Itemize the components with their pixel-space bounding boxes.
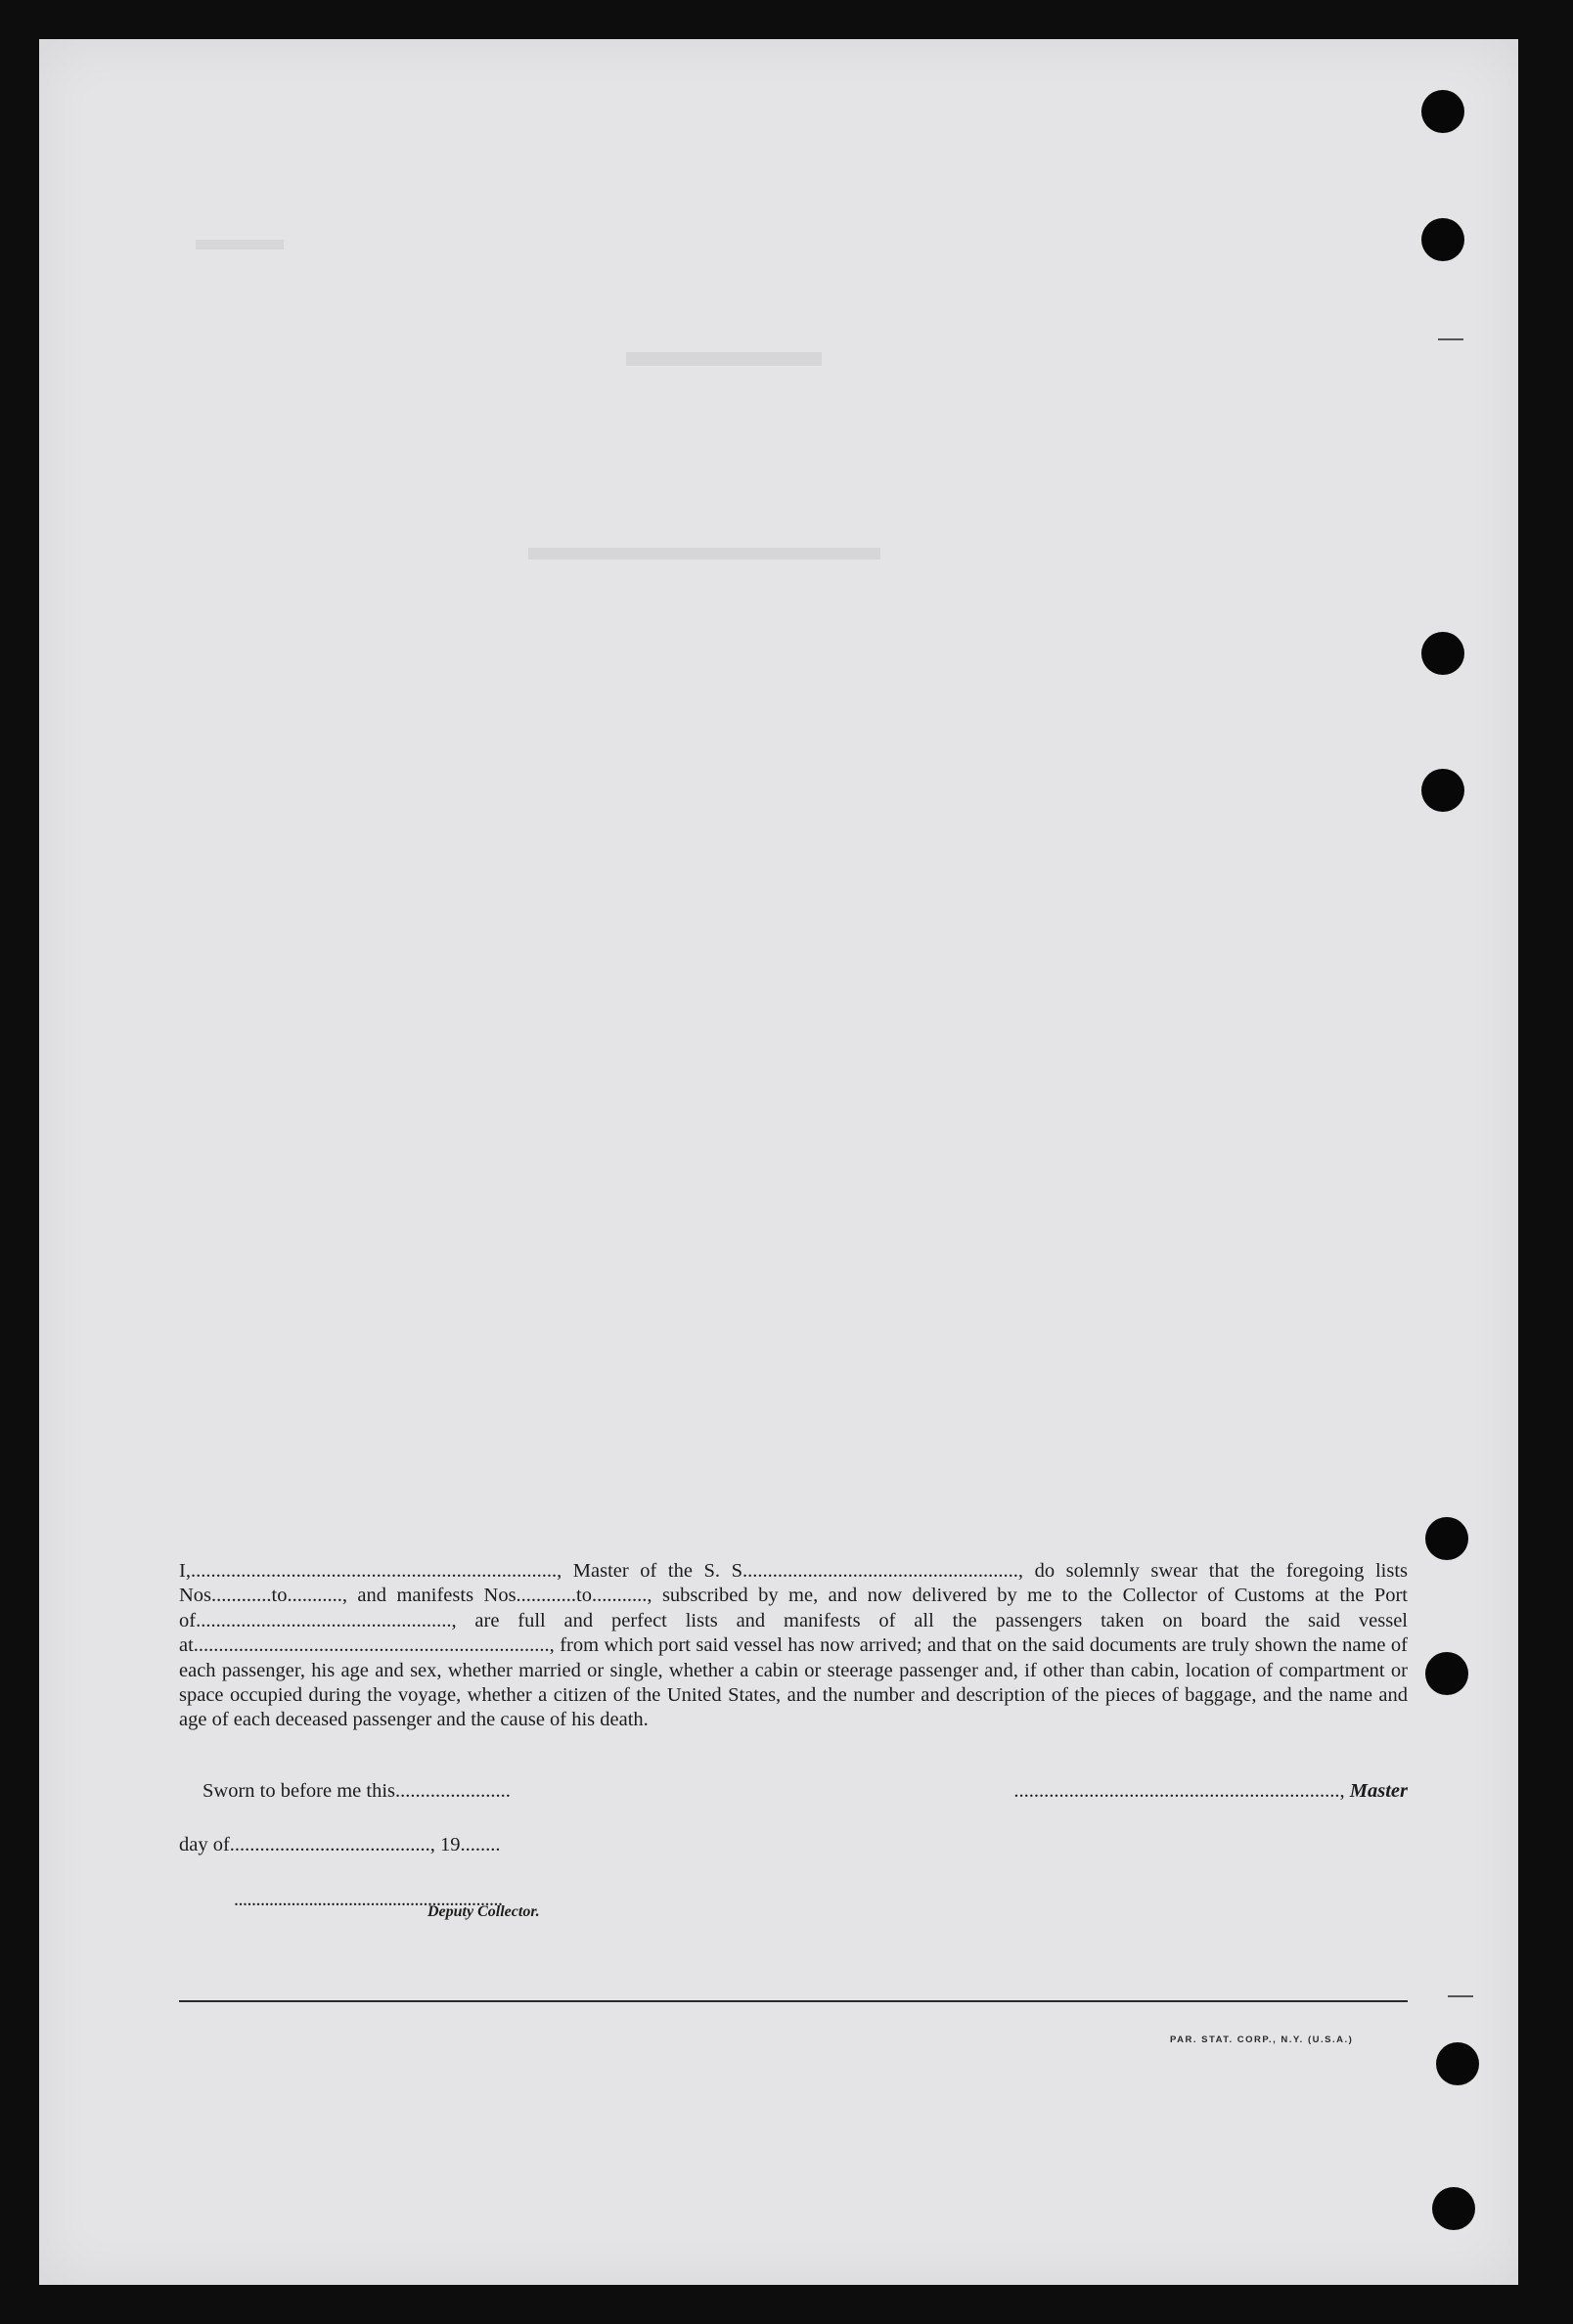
edge-mark [1438, 338, 1463, 340]
faint-mark [528, 548, 880, 559]
deputy-collector-label: Deputy Collector. [427, 1903, 540, 1920]
faint-mark [626, 352, 822, 366]
master-label: Master [1349, 1780, 1408, 1802]
punch-hole [1421, 769, 1464, 812]
punch-hole [1421, 90, 1464, 133]
punch-hole [1425, 1517, 1468, 1560]
day-of-label: day of........................................, 19........ [179, 1834, 501, 1855]
punch-hole [1421, 218, 1464, 261]
edge-mark [1448, 1995, 1473, 1997]
footer-rule [179, 2000, 1408, 2002]
sworn-label: Sworn to before me this....................... [202, 1780, 511, 1802]
printer-imprint: PAR. STAT. CORP., N.Y. (U.S.A.) [1170, 2034, 1354, 2045]
punch-hole [1436, 2042, 1479, 2085]
deputy-signature-line: ............................................................. [234, 1889, 503, 1910]
master-signature [1013, 1780, 1408, 1803]
punch-hole [1432, 2187, 1475, 2230]
oath-paragraph: I,........................................................................., Master of the S. S......................................................., do solemnly swear that the foregoing lists Nos............to..........., and manifests Nos............to..........., subscribed by me, and now delivered by me to the Collector of Customs at the Port of..................................................., are full and perfect lists and manifests of all the passengers taken on board the said vessel at......................................................................., from which port said vessel has now arrived; and that on the said documents are truly shown the name of each passenger, his age and sex, whether married or single, whether a cabin or steerage passenger and, if other than cabin, location of compartment or space occupied during the voyage, whether a citizen of the United States, and the number and description of the pieces of baggage, and the name and age of each deceased passenger and the cause of his death. [179, 1560, 1408, 1731]
day-of-row [179, 1834, 1408, 1856]
punch-hole [1425, 1652, 1468, 1695]
form-sheet [39, 39, 1518, 2285]
punch-hole [1421, 632, 1464, 675]
faint-mark [196, 240, 284, 249]
master-signature-line: ................................................................., [1013, 1780, 1345, 1802]
